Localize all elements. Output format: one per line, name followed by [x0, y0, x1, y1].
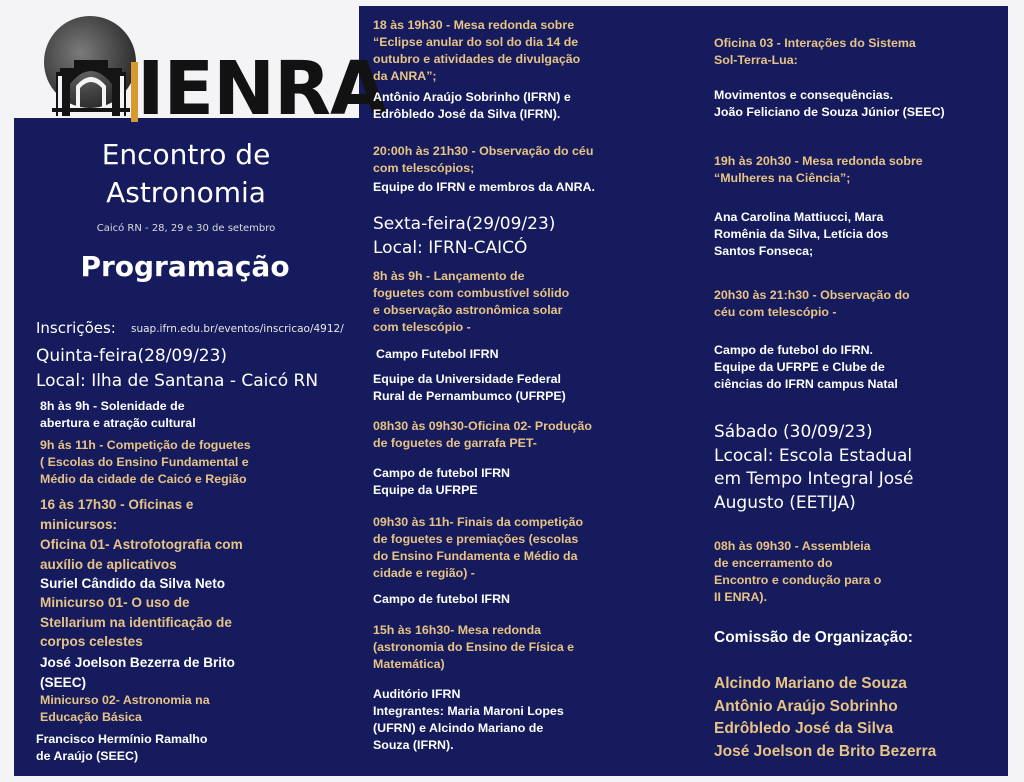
- thursday-schedule-item: Minicurso 02- Astronomia na Educação Básica: [40, 693, 210, 724]
- comissao-title: Comissão de Organização:: [714, 629, 913, 646]
- saturday-schedule-item: Ana Carolina Mattiucci, Mara Romênia da Silva, Letícia dos Santos Fonseca;: [714, 210, 889, 258]
- thursday-schedule-item: Minicurso 01- O uso de Stellarium na identificação de corpos celestes: [40, 595, 232, 649]
- friday-schedule-item: Equipe da Universidade Federal Rural de Pernambumco (UFRPE): [373, 372, 566, 403]
- saturday-schedule-item: Oficina 03 - Interações do Sistema Sol-Terra-Lua:: [714, 36, 916, 67]
- event-subtitle: Caicó RN - 28, 29 e 30 de setembro: [96, 223, 276, 234]
- saturday-schedule-item: Campo de futebol do IFRN. Equipe da UFRPE e Clube de ciências do IFRN campus Natal: [714, 343, 898, 391]
- thursday-schedule-item: Oficina 01- Astrofotografia com auxílio de aplicativos: [40, 537, 243, 572]
- programacao-heading: Programação: [80, 250, 290, 283]
- friday-schedule-item: Campo de futebol IFRN Equipe da UFRPE: [373, 466, 510, 497]
- saturday-schedule-item: 08h às 09h30 - Assembleia de encerramento do Encontro e condução para o II ENRA).: [714, 539, 882, 604]
- local-thursday: Local: Ilha de Santana - Caicó RN: [36, 371, 319, 391]
- friday-schedule-item: 8h às 9h - Lançamento de foguetes com combustível sólido e observação astronômica solar com telescópio -: [373, 269, 570, 334]
- local-friday: Local: IFRN-CAICÓ: [373, 238, 528, 258]
- day-friday: Sexta-feira(29/09/23): [373, 214, 556, 234]
- saturday-schedule-item: Movimentos e consequências. João Feliciano de Souza Júnior (SEEC): [714, 88, 945, 119]
- saturday-schedule-item: 20h30 às 21:h30 - Observação do céu com telescópio -: [714, 288, 910, 319]
- logo: [14, 6, 387, 132]
- friday-schedule-item: 09h30 às 11h- Finais da competição de foguetes e premiações (escolas do Ensino Fundamenta e Médio da cidade e região) -: [373, 515, 584, 580]
- saturday-schedule-item: 19h às 20h30 - Mesa redonda sobre “Mulheres na Ciência”;: [714, 154, 923, 185]
- inscricoes-link[interactable]: suap.ifrn.edu.br/eventos/inscricao/4912/: [131, 323, 344, 335]
- friday-schedule-item: Campo Futebol IFRN: [376, 347, 499, 361]
- friday-schedule-item: 15h às 16h30- Mesa redonda (astronomia do Ensino de Física e Matemática): [373, 623, 575, 671]
- day-saturday-and-local: Sábado (30/09/23) Lcocal: Escola Estadual em Tempo Integral José Augusto (EETIJA): [714, 422, 914, 513]
- thursday-schedule-item: Suriel Cândido da Silva Neto: [40, 576, 226, 591]
- thursday-schedule-item: 9h ás 11h - Competição de foguetes ( Escolas do Ensino Fundamental e Médio da cidade de Caicó e Região: [40, 438, 251, 486]
- title-line-2: Astronomia: [106, 176, 266, 209]
- friday-schedule-item: 18 às 19h30 - Mesa redonda sobre “Eclipse anular do sol do dia 14 de outubro e atividades de divulgação da ANRA”;: [373, 18, 581, 83]
- thursday-schedule-item: José Joelson Bezerra de Brito (SEEC): [40, 655, 235, 690]
- comissao-members: Alcindo Mariano de Souza Antônio Araújo Sobrinho Edrôbledo José da Silva José Joelson de Brito Bezerra: [714, 675, 937, 760]
- friday-schedule-item: Auditório IFRN Integrantes: Maria Maroni Lopes (UFRN) e Alcindo Mariano de Souza (IFRN).: [373, 687, 564, 752]
- friday-schedule-item: 08h30 às 09h30-Oficina 02- Produção de foguetes de garrafa PET-: [373, 419, 592, 450]
- friday-schedule-item: Antônio Araújo Sobrinho (IFRN) e Edrôbledo José da Silva (IFRN).: [373, 90, 571, 121]
- day-thursday: Quinta-feira(28/09/23): [36, 346, 228, 366]
- thursday-schedule-item: 16 às 17h30 - Oficinas e minicursos:: [40, 497, 194, 532]
- logo-text: IENRA: [137, 46, 387, 132]
- thursday-schedule-item: Francisco Hermínio Ramalho de Araújo (SEEC): [36, 732, 208, 763]
- friday-schedule-item: Equipe do IFRN e membros da ANRA.: [373, 180, 595, 194]
- friday-schedule-item: 20:00h às 21h30 - Observação do céu com telescópios;: [373, 144, 594, 175]
- arch-icon: [50, 46, 132, 116]
- inscricoes-label: Inscrições:: [36, 319, 116, 337]
- friday-schedule-item: Campo de futebol IFRN: [373, 592, 510, 606]
- title-line-1: Encontro de: [101, 138, 271, 171]
- thursday-schedule-item: 8h às 9h - Solenidade de abertura e atração cultural: [40, 399, 196, 430]
